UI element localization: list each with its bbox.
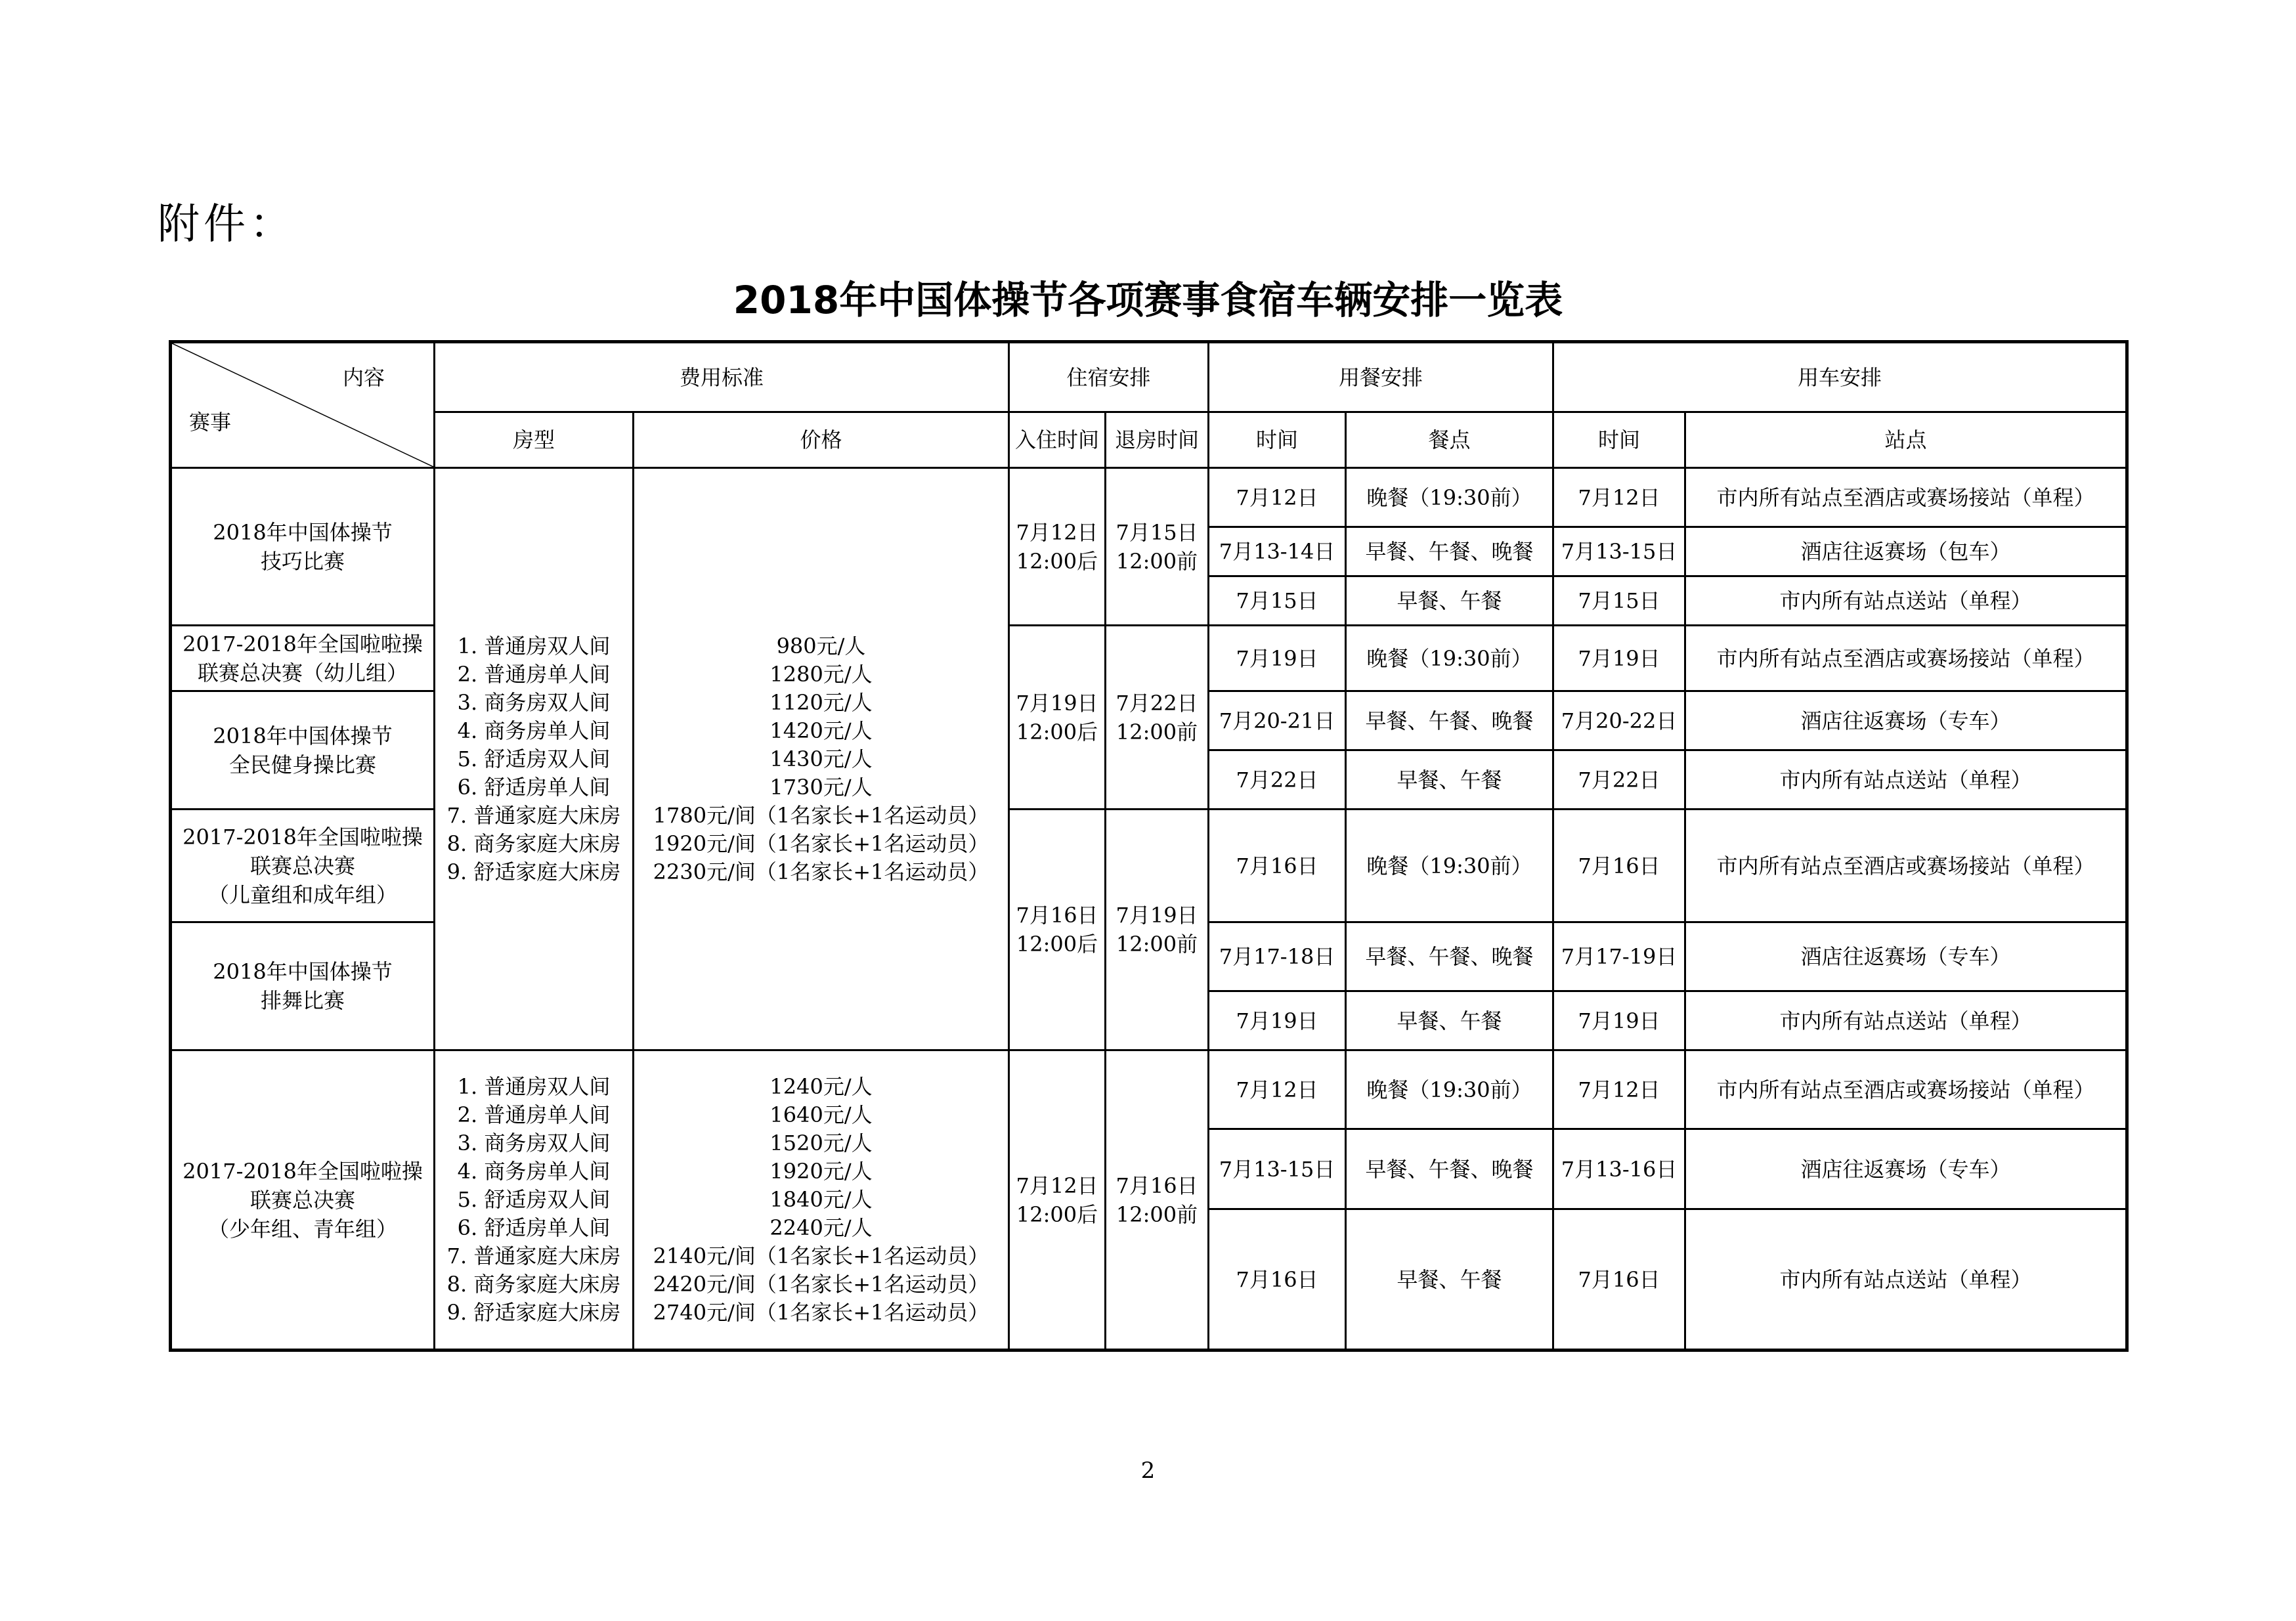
car-time: 7月19日 <box>1553 991 1685 1050</box>
car-time: 7月20-22日 <box>1553 691 1685 750</box>
meal-point: 晚餐（19:30前） <box>1346 468 1553 527</box>
event-cell: 2017-2018年全国啦啦操 联赛总决赛（幼儿组） <box>171 626 435 691</box>
header-meal: 用餐安排 <box>1209 342 1553 412</box>
event-cell: 2018年中国体操节 排舞比赛 <box>171 922 435 1050</box>
document-title: 2018年中国体操节各项赛事食宿车辆安排一览表 <box>733 278 1563 322</box>
car-station: 市内所有站点送站（单程） <box>1685 576 2127 626</box>
meal-time: 7月13-15日 <box>1209 1129 1346 1209</box>
event-cell: 2018年中国体操节 全民健身操比赛 <box>171 691 435 810</box>
car-station: 市内所有站点送站（单程） <box>1685 750 2127 810</box>
meal-time: 7月12日 <box>1209 468 1346 527</box>
car-time: 7月13-15日 <box>1553 527 1685 576</box>
car-station: 市内所有站点至酒店或赛场接站（单程） <box>1685 1050 2127 1129</box>
meal-point: 晚餐（19:30前） <box>1346 810 1553 922</box>
meal-time: 7月17-18日 <box>1209 922 1346 991</box>
header-lodging: 住宿安排 <box>1009 342 1209 412</box>
car-time: 7月12日 <box>1553 468 1685 527</box>
header-event-label: 赛事 <box>189 410 232 435</box>
checkout-time: 7月22日 12:00前 <box>1106 626 1209 810</box>
header-car: 用车安排 <box>1553 342 2127 412</box>
checkout-time: 7月19日 12:00前 <box>1106 810 1209 1050</box>
meal-point: 早餐、午餐 <box>1346 991 1553 1050</box>
car-station: 市内所有站点送站（单程） <box>1685 1209 2127 1351</box>
meal-time: 7月13-14日 <box>1209 527 1346 576</box>
header-checkin: 入住时间 <box>1009 412 1106 468</box>
car-station: 酒店往返赛场（专车） <box>1685 691 2127 750</box>
meal-time: 7月16日 <box>1209 810 1346 922</box>
meal-time: 7月15日 <box>1209 576 1346 626</box>
meal-point: 晚餐（19:30前） <box>1346 626 1553 691</box>
meal-point: 早餐、午餐 <box>1346 576 1553 626</box>
meal-point: 早餐、午餐、晚餐 <box>1346 691 1553 750</box>
car-time: 7月17-19日 <box>1553 922 1685 991</box>
header-price: 价格 <box>634 412 1009 468</box>
header-fee: 费用标准 <box>435 342 1009 412</box>
car-time: 7月19日 <box>1553 626 1685 691</box>
checkin-time: 7月19日 12:00后 <box>1009 626 1106 810</box>
car-time: 7月12日 <box>1553 1050 1685 1129</box>
car-station: 市内所有站点至酒店或赛场接站（单程） <box>1685 810 2127 922</box>
meal-point: 早餐、午餐、晚餐 <box>1346 1129 1553 1209</box>
header-checkout: 退房时间 <box>1106 412 1209 468</box>
event-cell: 2017-2018年全国啦啦操 联赛总决赛 （儿童组和成年组） <box>171 810 435 922</box>
car-station: 酒店往返赛场（包车） <box>1685 527 2127 576</box>
checkout-time: 7月16日 12:00前 <box>1106 1050 1209 1351</box>
header-meal-time: 时间 <box>1209 412 1346 468</box>
car-time: 7月16日 <box>1553 810 1685 922</box>
meal-point: 早餐、午餐、晚餐 <box>1346 922 1553 991</box>
price-list: 1240元/人 1640元/人 1520元/人 1920元/人 1840元/人 2240元/人 2140元/间（1名家长+1名运动员） 2420元/间（1名家长+1名运动员） 2740元/间（1名家长+1名运动员） <box>634 1050 1009 1351</box>
meal-time: 7月12日 <box>1209 1050 1346 1129</box>
checkout-time: 7月15日 12:00前 <box>1106 468 1209 626</box>
price-list: 980元/人 1280元/人 1120元/人 1420元/人 1430元/人 1730元/人 1780元/间（1名家长+1名运动员） 1920元/间（1名家长+1名运动员） 2230元/间（1名家长+1名运动员） <box>634 468 1009 1050</box>
header-car-time: 时间 <box>1553 412 1685 468</box>
car-time: 7月16日 <box>1553 1209 1685 1351</box>
car-station: 酒店往返赛场（专车） <box>1685 922 2127 991</box>
checkin-time: 7月12日 12:00后 <box>1009 468 1106 626</box>
car-station: 酒店往返赛场（专车） <box>1685 1129 2127 1209</box>
page-number: 2 <box>1140 1458 1156 1484</box>
room-type-list: 1. 普通房双人间 2. 普通房单人间 3. 商务房双人间 4. 商务房单人间 5. 舒适房双人间 6. 舒适房单人间 7. 普通家庭大床房 8. 商务家庭大床房 9. 舒适家庭大床房 <box>435 468 634 1050</box>
header-content-label: 内容 <box>342 365 385 390</box>
meal-time: 7月19日 <box>1209 626 1346 691</box>
event-cell: 2017-2018年全国啦啦操 联赛总决赛 （少年组、青年组） <box>171 1050 435 1351</box>
diagonal-header-cell <box>171 342 435 468</box>
car-station: 市内所有站点至酒店或赛场接站（单程） <box>1685 626 2127 691</box>
car-time: 7月22日 <box>1553 750 1685 810</box>
checkin-time: 7月16日 12:00后 <box>1009 810 1106 1050</box>
header-room-type: 房型 <box>435 412 634 468</box>
meal-point: 早餐、午餐、晚餐 <box>1346 527 1553 576</box>
meal-point: 早餐、午餐 <box>1346 750 1553 810</box>
schedule-table <box>169 340 2129 1352</box>
header-car-station: 站点 <box>1685 412 2127 468</box>
attachment-label: 附件： <box>158 200 295 249</box>
meal-time: 7月16日 <box>1209 1209 1346 1351</box>
car-station: 市内所有站点至酒店或赛场接站（单程） <box>1685 468 2127 527</box>
meal-time: 7月22日 <box>1209 750 1346 810</box>
event-cell: 2018年中国体操节 技巧比赛 <box>171 468 435 626</box>
meal-point: 晚餐（19:30前） <box>1346 1050 1553 1129</box>
header-meal-point: 餐点 <box>1346 412 1553 468</box>
meal-time: 7月20-21日 <box>1209 691 1346 750</box>
checkin-time: 7月12日 12:00后 <box>1009 1050 1106 1351</box>
meal-time: 7月19日 <box>1209 991 1346 1050</box>
car-station: 市内所有站点送站（单程） <box>1685 991 2127 1050</box>
meal-point: 早餐、午餐 <box>1346 1209 1553 1351</box>
car-time: 7月13-16日 <box>1553 1129 1685 1209</box>
room-type-list: 1. 普通房双人间 2. 普通房单人间 3. 商务房双人间 4. 商务房单人间 5. 舒适房双人间 6. 舒适房单人间 7. 普通家庭大床房 8. 商务家庭大床房 9. 舒适家庭大床房 <box>435 1050 634 1351</box>
car-time: 7月15日 <box>1553 576 1685 626</box>
